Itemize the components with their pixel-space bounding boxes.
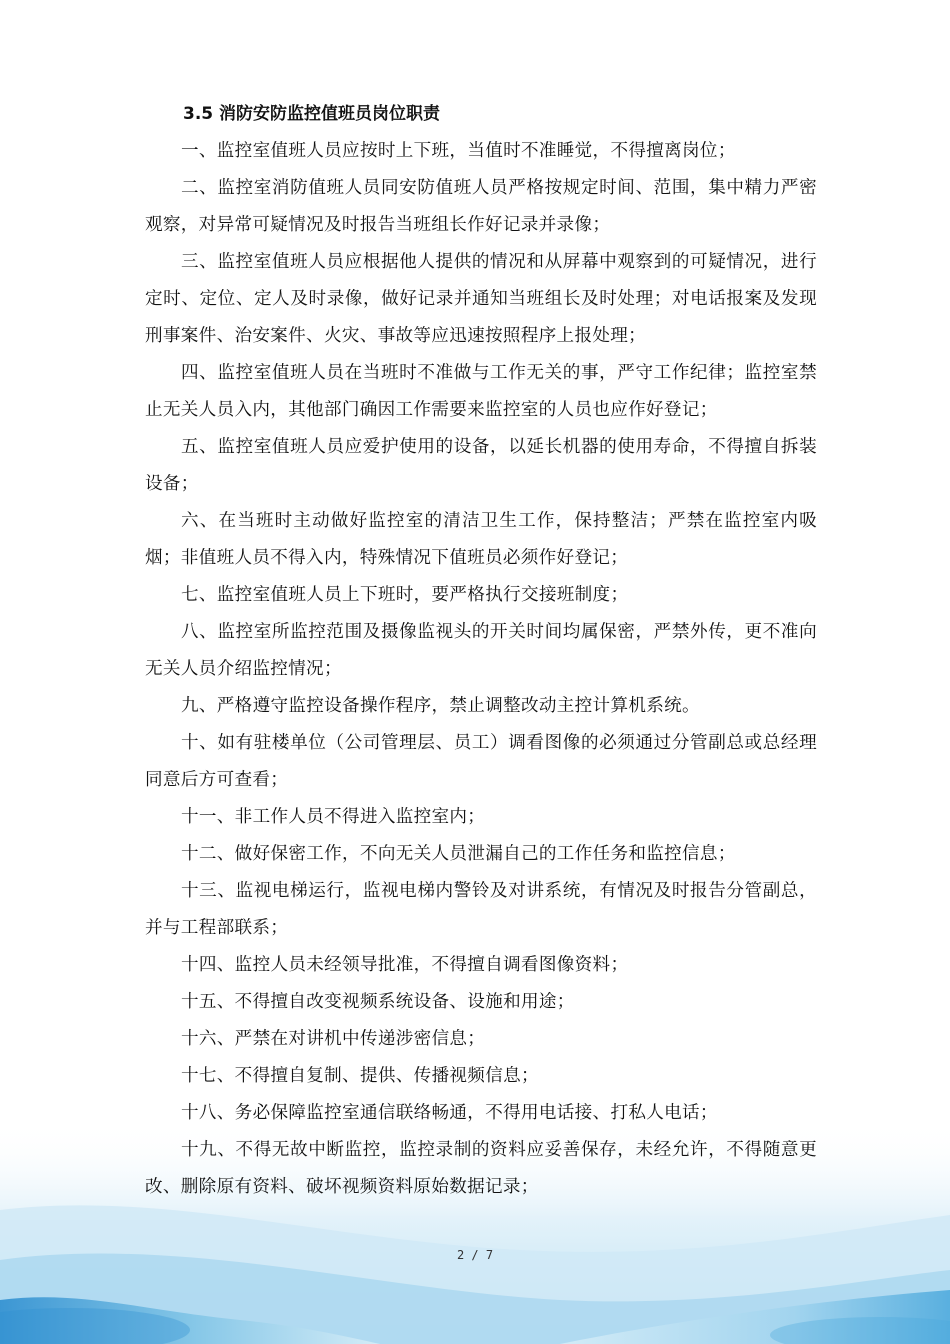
duty-paragraph-15: 十五、不得擅自改变视频系统设备、设施和用途； <box>181 992 575 1012</box>
duty-paragraph-16: 十六、严禁在对讲机中传递涉密信息； <box>181 1029 486 1049</box>
duty-paragraph-12: 十二、做好保密工作，不向无关人员泄漏自己的工作任务和监控信息； <box>181 844 736 864</box>
duty-paragraph-1: 一、监控室值班人员应按时上下班，当值时不准睡觉，不得擅离岗位； <box>181 141 736 161</box>
duty-paragraph-7: 七、监控室值班人员上下班时，要严格执行交接班制度； <box>181 585 629 605</box>
duty-paragraph-17: 十七、不得擅自复制、提供、传播视频信息； <box>181 1066 539 1086</box>
duty-paragraph-9: 九、严格遵守监控设备操作程序，禁止调整改动主控计算机系统。 <box>181 696 700 716</box>
duty-paragraph-5: 五、监控室值班人员应爱护使用的设备，以延长机器的使用寿命，不得擅自拆装设备； <box>145 437 817 494</box>
duty-paragraph-10: 十、如有驻楼单位（公司管理层、员工）调看图像的必须通过分管副总或总经理同意后方可查看； <box>145 733 817 790</box>
page-number: 2 / 7 <box>456 1248 494 1262</box>
duty-paragraph-14: 十四、监控人员未经领导批准，不得擅自调看图像资料； <box>181 955 629 975</box>
duty-paragraph-19: 十九、不得无故中断监控，监控录制的资料应妥善保存，未经允许，不得随意更改、删除原有资料、破坏视频资料原始数据记录； <box>145 1140 817 1197</box>
duty-paragraph-2: 二、监控室消防值班人员同安防值班人员严格按规定时间、范围，集中精力严密观察，对异常可疑情况及时报告当班组长作好记录并录像； <box>145 178 817 235</box>
duty-paragraph-11: 十一、非工作人员不得进入监控室内； <box>181 807 486 827</box>
duty-paragraph-3: 三、监控室值班人员应根据他人提供的情况和从屏幕中观察到的可疑情况，进行定时、定位、定人及时录像，做好记录并通知当班组长及时处理；对电话报案及发现刑事案件、治安案件、火灾、事故等应迅速按照程序上报处理； <box>145 252 817 346</box>
duty-paragraph-18: 十八、务必保障监控室通信联络畅通，不得用电话接、打私人电话； <box>181 1103 718 1123</box>
section-heading: 3.5 消防安防监控值班员岗位职责 <box>183 104 441 124</box>
document-body <box>145 96 817 1206</box>
duty-paragraph-6: 六、在当班时主动做好监控室的清洁卫生工作，保持整洁；严禁在监控室内吸烟；非值班人员不得入内，特殊情况下值班员必须作好登记； <box>145 511 817 568</box>
duty-paragraph-13: 十三、监视电梯运行，监视电梯内警铃及对讲系统，有情况及时报告分管副总，并与工程部联系； <box>145 881 817 938</box>
duty-paragraph-8: 八、监控室所监控范围及摄像监视头的开关时间均属保密，严禁外传，更不准向无关人员介绍监控情况； <box>145 622 817 679</box>
duty-paragraph-4: 四、监控室值班人员在当班时不准做与工作无关的事，严守工作纪律；监控室禁止无关人员入内，其他部门确因工作需要来监控室的人员也应作好登记； <box>145 363 817 420</box>
